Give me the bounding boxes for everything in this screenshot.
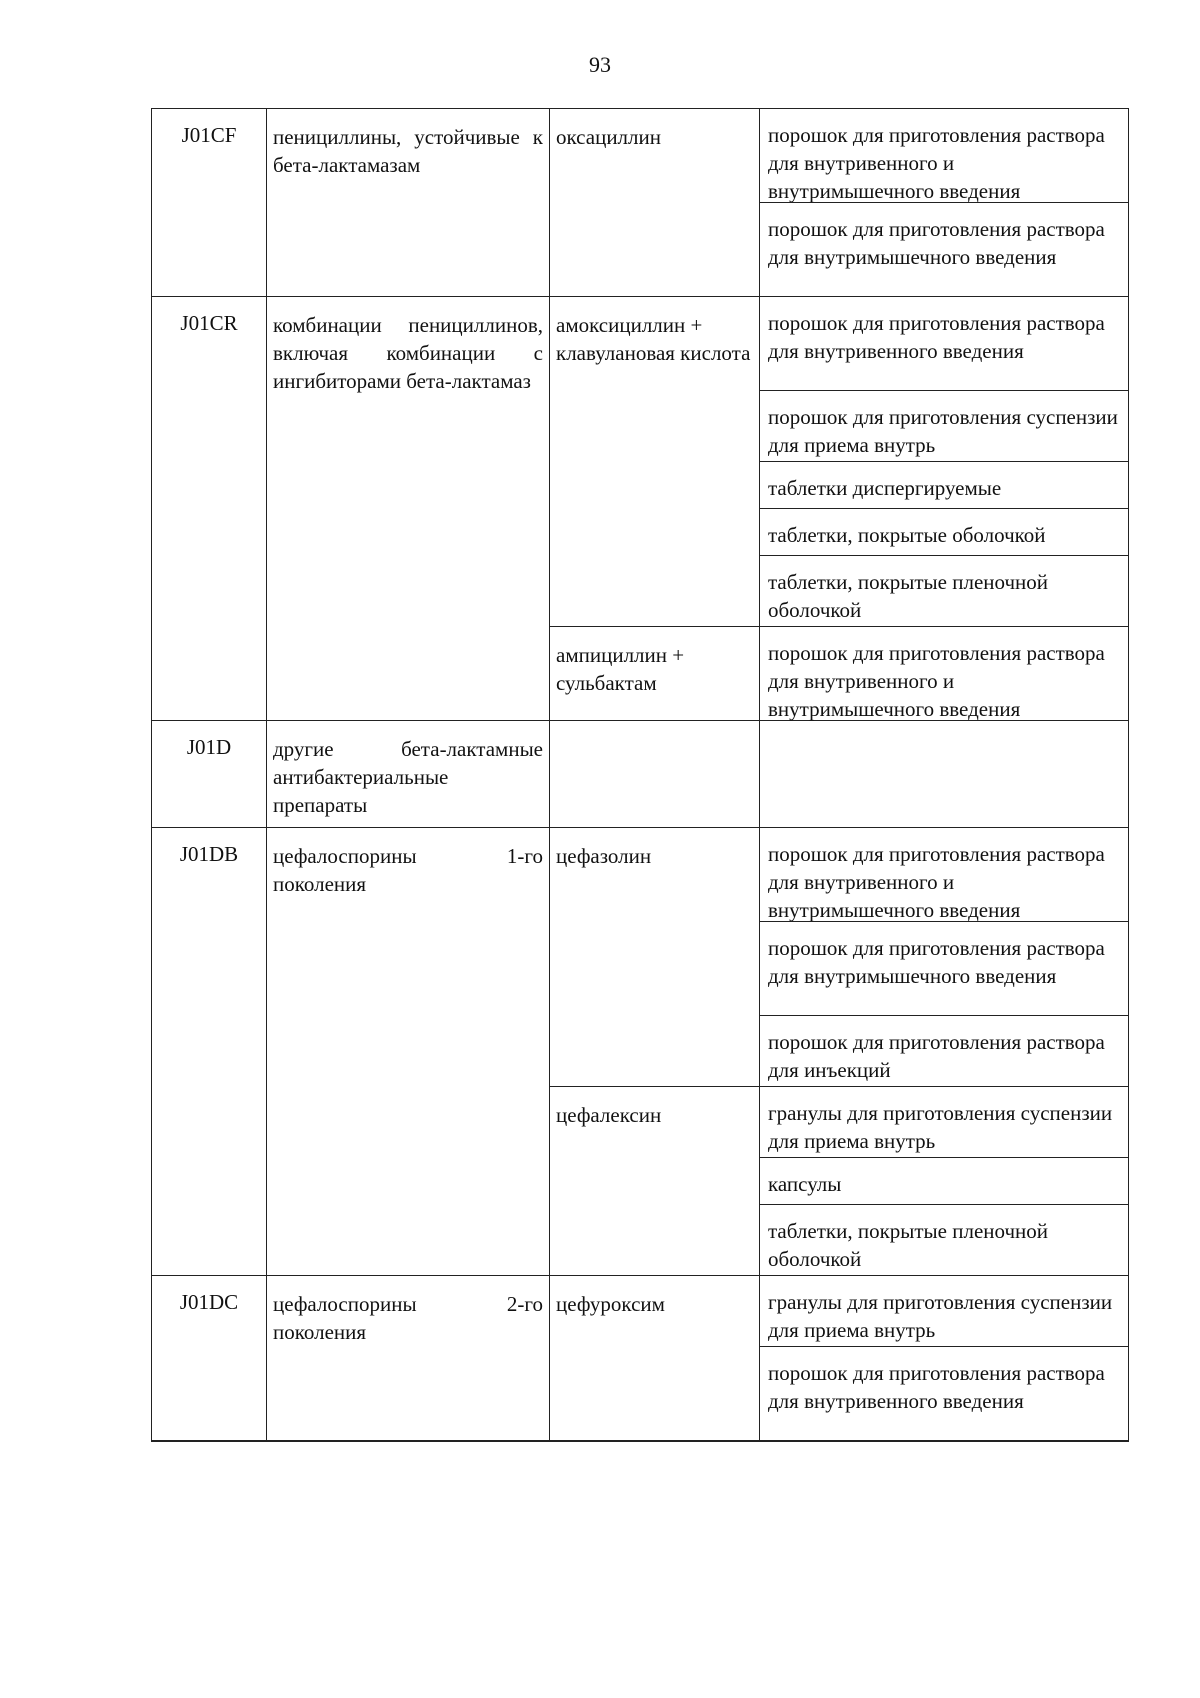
group-name xyxy=(267,109,550,296)
page-number: 93 xyxy=(589,52,611,77)
dosage-form xyxy=(760,721,1128,816)
dosage-form: порошок для приготовления раствора для внутривенного введения xyxy=(768,311,1105,363)
dosage-form: порошок для приготовления раствора для внутримышечного введения xyxy=(760,921,1128,1015)
atc-code: J01CF xyxy=(152,109,267,296)
drug-table xyxy=(151,108,1129,1442)
table-group xyxy=(152,720,1128,827)
table-group xyxy=(152,1275,1128,1440)
drug-name: оксациллин xyxy=(550,109,760,296)
dosage-form: таблетки диспергируемые xyxy=(760,461,1128,508)
drug-row xyxy=(550,1086,1128,1275)
dosage-form: порошок для приготовления раствора для внутривенного и внутримышечного введения xyxy=(768,641,1105,721)
dosage-form: порошок для приготовления суспензии для приема внутрь xyxy=(760,390,1128,461)
group-name: комбинации пенициллинов, включая комбинации с ингибиторами бета-лактамаз xyxy=(267,297,550,720)
dosage-form: гранулы для приготовления суспензии для приема внутрь xyxy=(768,1290,1113,1342)
group-name xyxy=(267,1276,550,1440)
drug-name: цефалексин xyxy=(550,1087,760,1275)
drug-name: амоксициллин + клавулановая кислота xyxy=(550,297,760,626)
table-group xyxy=(152,296,1128,720)
dosage-form: порошок для приготовления раствора для внутривенного и внутримышечного введения xyxy=(768,123,1105,203)
dosage-form: порошок для приготовления раствора для инъекций xyxy=(760,1015,1128,1086)
drug-row xyxy=(550,109,1128,296)
atc-code: J01DB xyxy=(152,828,267,1275)
drug-name: цефуроксим xyxy=(550,1276,760,1440)
table-group xyxy=(152,827,1128,1275)
dosage-form: порошок для приготовления раствора для внутривенного и внутримышечного введения xyxy=(768,842,1105,922)
drug-row xyxy=(550,1276,1128,1440)
atc-code: J01D xyxy=(152,721,267,827)
atc-code: J01CR xyxy=(152,297,267,720)
group-name-text: пенициллины, устойчивые к бета-лактамазам xyxy=(273,125,543,177)
drug-row xyxy=(550,828,1128,1086)
drug-row xyxy=(550,721,1128,827)
group-name xyxy=(267,828,550,1275)
table-group xyxy=(152,109,1128,296)
drug-row xyxy=(550,297,1128,626)
group-name-text: цефалоспорины 2-го поколения xyxy=(273,1292,543,1344)
group-name: другие бета-лактамные антибактериальные препараты xyxy=(267,721,550,827)
dosage-form: таблетки, покрытые пленочной оболочкой xyxy=(760,1204,1128,1275)
dosage-form: таблетки, покрытые пленочной оболочкой xyxy=(760,555,1128,626)
atc-code: J01DC xyxy=(152,1276,267,1440)
drug-name: ампициллин + сульбактам xyxy=(550,627,760,720)
drug-row xyxy=(550,626,1128,720)
dosage-form: порошок для приготовления раствора для внутривенного введения xyxy=(760,1346,1128,1440)
dosage-form: капсулы xyxy=(760,1157,1128,1204)
dosage-form: порошок для приготовления раствора для внутримышечного введения xyxy=(760,202,1128,296)
dosage-form: гранулы для приготовления суспензии для приема внутрь xyxy=(768,1101,1113,1153)
dosage-form: таблетки, покрытые оболочкой xyxy=(760,508,1128,555)
group-name-text: цефалоспорины 1-го поколения xyxy=(273,844,543,896)
drug-name xyxy=(550,721,760,827)
drug-name: цефазолин xyxy=(550,828,760,1086)
